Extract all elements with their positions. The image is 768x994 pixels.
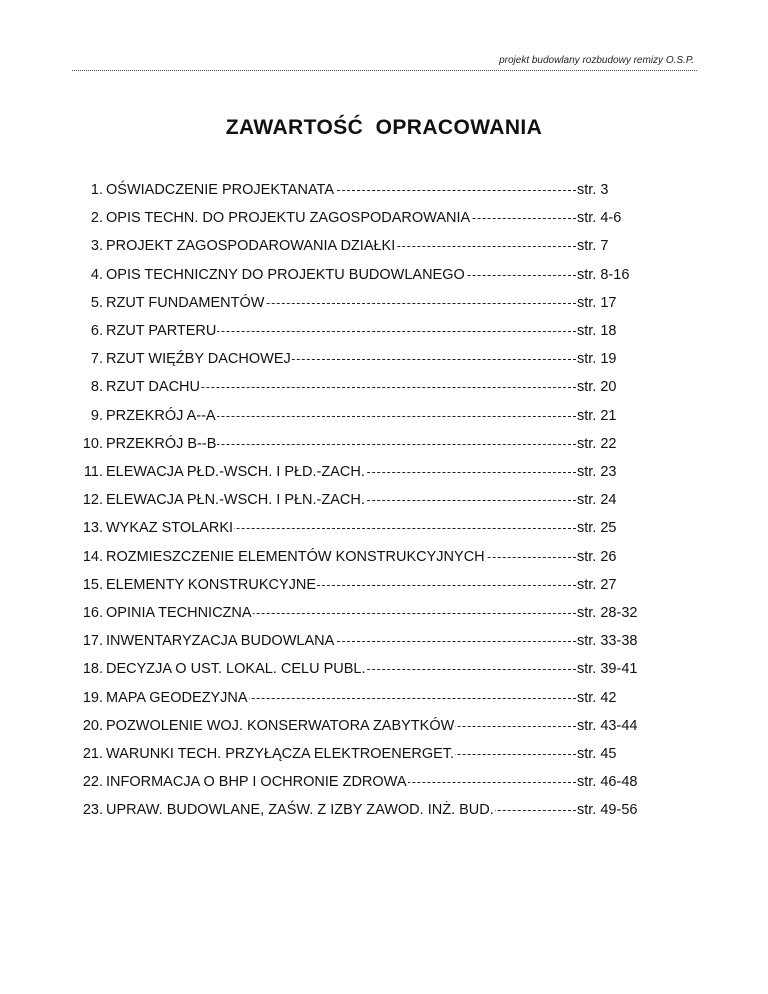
toc-entry-title: PRZEKRÓJ A--A <box>106 407 216 424</box>
toc-entry-title: OPIS TECHNICZNY DO PROJEKTU BUDOWLANEGO <box>106 266 465 283</box>
header-divider <box>72 70 697 71</box>
toc-entry-page: str. 27 <box>577 576 617 593</box>
toc-entry-number: 21. <box>82 746 103 762</box>
toc-entry-page: str. 39-41 <box>577 661 638 678</box>
toc-entry-page: str. 33-38 <box>577 633 638 650</box>
toc-entry-page: str. 4-6 <box>577 210 622 227</box>
toc-entry-page: str. 17 <box>577 294 617 311</box>
toc-entry <box>0 800 768 820</box>
toc-entry-title: WARUNKI TECH. PRZYŁĄCZA ELEKTROENERGET. <box>106 746 455 762</box>
toc-entry <box>0 293 768 313</box>
toc-entry-title: UPRAW. BUDOWLANE, ZAŚW. Z IZBY ZAWOD. INŻ. BUD. <box>106 802 494 819</box>
toc-entry-number: 3. <box>90 238 103 255</box>
toc-entry-page: str. 26 <box>577 548 617 565</box>
toc-entry-number: 15. <box>82 576 103 593</box>
toc-entry <box>0 631 768 651</box>
toc-entry-number: 20. <box>82 717 103 734</box>
toc-entry-number: 18. <box>82 661 103 678</box>
toc-entry-number: 5. <box>90 294 103 311</box>
toc-entry-title: OPINIA TECHNICZNA <box>106 605 252 621</box>
toc-entry <box>0 208 768 228</box>
toc-entry <box>0 659 768 679</box>
toc-entry-title: INWENTARYZACJA BUDOWLANA <box>106 633 335 650</box>
toc-entry-page: str. 46-48 <box>577 774 638 791</box>
toc-entry <box>0 547 768 567</box>
toc-entry-title: DECYZJA O UST. LOKAL. CELU PUBL. <box>106 661 366 678</box>
toc-entry-number: 1. <box>90 182 103 198</box>
toc-entry-page: str. 3 <box>577 182 609 198</box>
toc-entry-number: 4. <box>90 266 103 283</box>
toc-entry-page: str. 18 <box>577 323 617 339</box>
toc-entry <box>0 490 768 510</box>
toc-entry-number: 12. <box>82 492 103 509</box>
toc-entry <box>0 518 768 538</box>
toc-entry-page: str. 28-32 <box>577 605 638 621</box>
toc-entry-title: RZUT FUNDAMENTÓW <box>106 294 265 311</box>
toc-entry-title: MAPA GEODEZYJNA <box>106 689 248 706</box>
toc-entry-title: ELEMENTY KONSTRUKCYJNE <box>106 576 317 593</box>
toc-entry <box>0 744 768 764</box>
toc-entry <box>0 688 768 708</box>
toc-entry <box>0 575 768 595</box>
toc-entry-page: str. 43-44 <box>577 717 638 734</box>
toc-entry <box>0 321 768 341</box>
toc-entry-page: str. 19 <box>577 351 617 368</box>
toc-entry-number: 9. <box>90 407 103 424</box>
toc-entry-number: 22. <box>82 774 103 791</box>
toc-entry-title: ELEWACJA PŁN.-WSCH. I PŁN.-ZACH. <box>106 492 365 509</box>
toc-entry <box>0 265 768 285</box>
toc-entry-number: 19. <box>82 689 103 706</box>
toc-entry-page: str. 20 <box>577 379 617 396</box>
toc-entry <box>0 236 768 256</box>
toc-entry-title: RZUT DACHU <box>106 379 200 396</box>
toc-entry-title: ROZMIESZCZENIE ELEMENTÓW KONSTRUKCYJNYCH <box>106 548 485 565</box>
toc-entry <box>0 462 768 482</box>
toc-entry-title: ELEWACJA PŁD.-WSCH. I PŁD.-ZACH. <box>106 464 365 480</box>
toc-entry-title: OPIS TECHN. DO PROJEKTU ZAGOSPODAROWANIA <box>106 210 471 227</box>
toc-entry <box>0 434 768 454</box>
toc-entry-number: 23. <box>82 802 103 819</box>
toc-entry-title: OŚWIADCZENIE PROJEKTANATA <box>106 182 334 198</box>
toc-entry-number: 8. <box>90 379 103 396</box>
toc-entry-number: 14. <box>82 548 103 565</box>
toc-entry-page: str. 22 <box>577 435 617 452</box>
toc-entry-title: WYKAZ STOLARKI <box>106 520 234 537</box>
toc-entry-page: str. 8-16 <box>577 266 630 283</box>
toc-entry-page: str. 24 <box>577 492 617 509</box>
toc-entry-number: 17. <box>82 633 103 650</box>
toc-entry <box>0 716 768 736</box>
toc-entry-page: str. 42 <box>577 689 617 706</box>
document-title: ZAWARTOŚĆ OPRACOWANIA <box>225 116 543 139</box>
toc-entry-number: 6. <box>90 323 103 339</box>
toc-entry-title: INFORMACJA O BHP I OCHRONIE ZDROWA <box>106 774 407 791</box>
toc-entry-title: POZWOLENIE WOJ. KONSERWATORA ZABYTKÓW <box>106 717 455 734</box>
toc-entry-page: str. 49-56 <box>577 802 638 819</box>
toc-entry-title: RZUT WIĘŹBY DACHOWEJ <box>106 351 291 368</box>
toc-entry-page: str. 45 <box>577 746 617 762</box>
header-note: projekt budowlany rozbudowy remizy O.S.P. <box>499 55 694 66</box>
toc-entry <box>0 377 768 397</box>
toc-entry-number: 10. <box>82 435 103 452</box>
toc-entry <box>0 406 768 426</box>
toc-entry-title: PROJEKT ZAGOSPODAROWANIA DZIAŁKI <box>106 238 396 255</box>
toc-entry-title: RZUT PARTERU <box>106 323 217 339</box>
toc-entry-number: 2. <box>90 210 103 227</box>
toc-entry-number: 7. <box>90 351 103 368</box>
toc-entry-number: 11. <box>83 464 103 480</box>
toc-entry-number: 13. <box>82 520 103 537</box>
toc-entry <box>0 349 768 369</box>
toc-entry-page: str. 7 <box>577 238 609 255</box>
toc-entry-page: str. 21 <box>577 407 617 424</box>
toc-entry-number: 16. <box>82 605 103 621</box>
toc-entry <box>0 772 768 792</box>
toc-entry-page: str. 23 <box>577 464 617 480</box>
toc-entry-title: PRZEKRÓJ B--B <box>106 435 217 452</box>
toc-entry-page: str. 25 <box>577 520 617 537</box>
toc-entry <box>0 180 768 200</box>
toc-entry <box>0 603 768 623</box>
